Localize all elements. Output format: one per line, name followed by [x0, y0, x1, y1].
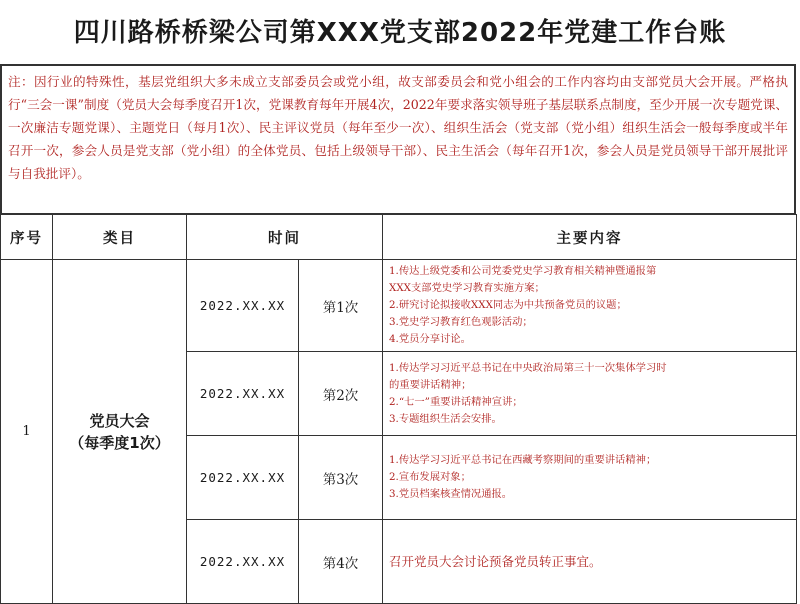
content-line: 2.研究讨论拟接收XXX同志为中共预备党员的议题；: [389, 299, 627, 311]
content-line: 4.党员分享讨论。: [389, 333, 471, 345]
work-ledger-table: [0, 214, 797, 604]
count-cell: 第4次: [299, 520, 383, 604]
content-line: 1.传达学习习近平总书记在西藏考察期间的重要讲话精神；: [389, 454, 657, 466]
header-content: 主要内容: [383, 215, 797, 260]
page-title: 四川路桥桥梁公司第XXX党支部2022年党建工作台账: [73, 17, 727, 48]
count-cell: 第1次: [299, 260, 383, 352]
content-cell: [383, 260, 797, 352]
content-line: 2.宣布发展对象；: [389, 471, 471, 483]
content-line: XXX支部党史学习教育实施方案；: [389, 282, 545, 294]
content-cell: [383, 520, 797, 604]
date-cell: 2022.XX.XX: [187, 520, 299, 604]
note-paragraph: 注：因行业的特殊性，基层党组织大多未成立支部委员会或党小组，故支部委员会和党小组会的工作内容均由支部党员大会开展。严格执行“三会一课”制度（党员大会每季度召开1次，党课教育每年开展4次，2022年要求落实领导班子基层联系点制度，至少开展一次专题党课、一次廉洁专题党课）、主题党日（每月1次）、民主评议党员（每年至少一次）、组织生活会（党支部（党小组）组织生活会一般每季度或半年召开一次，参会人员是党支部（党小组）的全体党员、包括上级领导干部）、民主生活会（每年召开1次，参会人员是党员领导干部开展批评与自我批评）。: [0, 64, 796, 214]
category-frequency: （每季度1次）: [69, 433, 170, 452]
category-label: 党员大会: [89, 411, 150, 430]
content-line: 召开党员大会讨论预备党员转正事宜。: [389, 554, 602, 569]
content-cell: [383, 436, 797, 520]
content-line: 1.传达学习习近平总书记在中央政治局第三十一次集体学习时: [389, 361, 667, 374]
content-line: 的重要讲话精神；: [389, 378, 472, 391]
seq-cell: 1: [1, 260, 53, 604]
content-cell: [383, 352, 797, 436]
table-header-row: [1, 215, 797, 260]
content-line: 2.“七一”重要讲话精神宣讲；: [389, 395, 523, 408]
content-line: 3.党员档案核查情况通报。: [389, 488, 513, 500]
table-row: [1, 260, 797, 352]
date-cell: 2022.XX.XX: [187, 436, 299, 520]
content-line: 3.专题组织生活会安排。: [389, 412, 502, 425]
header-time: 时间: [187, 215, 383, 260]
content-line: 1.传达上级党委和公司党委党史学习教育相关精神暨通报第: [389, 265, 657, 277]
content-line: 3.党史学习教育红色观影活动；: [389, 316, 533, 328]
date-cell: 2022.XX.XX: [187, 260, 299, 352]
header-category: 类目: [53, 215, 187, 260]
count-cell: 第2次: [299, 352, 383, 436]
header-seq: 序号: [1, 215, 53, 260]
category-cell: [53, 260, 187, 604]
count-cell: 第3次: [299, 436, 383, 520]
date-cell: 2022.XX.XX: [187, 352, 299, 436]
